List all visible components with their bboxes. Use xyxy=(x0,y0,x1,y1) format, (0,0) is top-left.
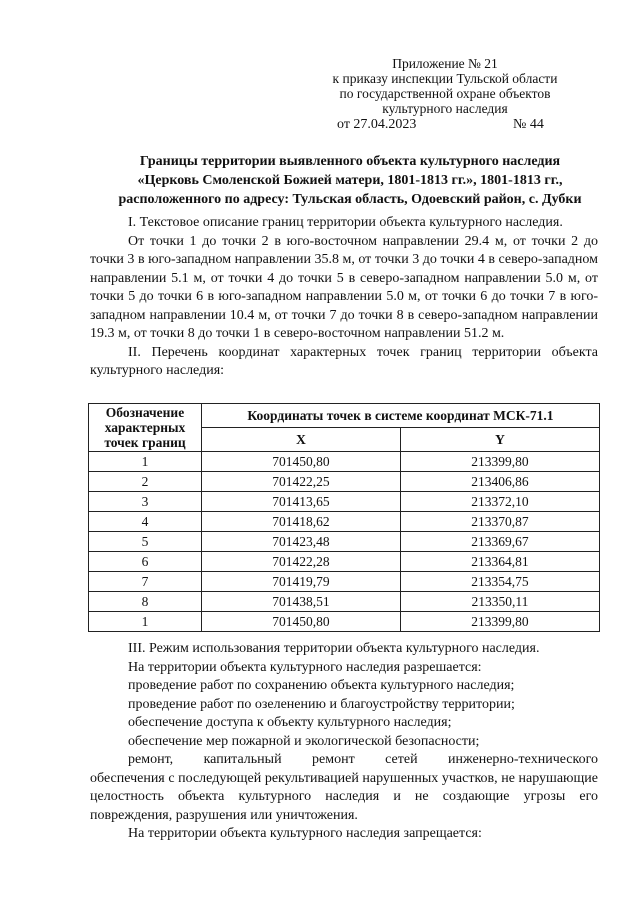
order-number: № 44 xyxy=(513,117,544,132)
cell-y: 213370,87 xyxy=(400,512,599,532)
section-3 xyxy=(90,640,598,844)
cell-y: 213350,11 xyxy=(400,592,599,612)
cell-x: 701450,80 xyxy=(202,612,401,632)
cell-y: 213364,81 xyxy=(400,552,599,572)
cell-point: 5 xyxy=(89,532,202,552)
table-row xyxy=(89,592,600,612)
allowed-intro: На территории объекта культурного наследия разрешается: xyxy=(128,659,482,675)
cell-y: 213399,80 xyxy=(400,612,599,632)
x-column-header: X xyxy=(202,428,401,452)
cell-point: 7 xyxy=(89,572,202,592)
allowed-item: обеспечение доступа к объекту культурного наследия; xyxy=(128,715,452,730)
allowed-item: проведение работ по сохранению объекта культурного наследия; xyxy=(128,678,515,693)
section1-text: От точки 1 до точки 2 в юго-восточном направлении 29.4 м, от точки 2 до точки 3 в юго-западном направлении 35.8 м, от точки 3 до точки 4 в северо-западном направлении 5.1 м, от точки 4 до точки 5 в северо-западном направлении 5.0 м, от точки 5 до точки 6 в юго-западном направлении 5.0 м, от точки 6 до точки 7 в юго-западном направлении 10.4 м, от точки 7 до точки 8 в северо-западном направлении 19.3 м, от точки 8 до точки 1 в северо-восточном направлении 51.2 м. xyxy=(90,233,598,341)
title-line: «Церковь Смоленской Божией матери, 1801-1813 гг.», 1801-1813 гг., xyxy=(137,173,563,188)
cell-point: 3 xyxy=(89,492,202,512)
annex-block xyxy=(300,56,590,116)
section3-heading: III. Режим использования территории объекта культурного наследия. xyxy=(128,641,540,656)
table-row xyxy=(89,492,600,512)
table-row xyxy=(89,512,600,532)
cell-point: 1 xyxy=(89,612,202,632)
cell-x: 701438,51 xyxy=(202,592,401,612)
y-column-header: Y xyxy=(400,428,599,452)
cell-x: 701450,80 xyxy=(202,452,401,472)
table-row xyxy=(89,452,600,472)
annex-line: по государственной охране объектов xyxy=(339,86,551,101)
annex-line: к приказу инспекции Тульской области xyxy=(332,71,558,86)
cell-point: 2 xyxy=(89,472,202,492)
section1-heading: I. Текстовое описание границ территории объекта культурного наследия. xyxy=(128,215,563,230)
forbidden-intro: На территории объекта культурного наследия запрещается: xyxy=(128,826,482,841)
cell-x: 701413,65 xyxy=(202,492,401,512)
cell-x: 701419,79 xyxy=(202,572,401,592)
table-row xyxy=(89,612,600,632)
section2-heading: II. Перечень координат характерных точек границ территории объекта культурного наследия: xyxy=(90,344,598,378)
cell-y: 213369,67 xyxy=(400,532,599,552)
title-line: Границы территории выявленного объекта культурного наследия xyxy=(139,154,561,169)
repair-line: ремонт, капитальный ремонт сетей инженерно-технического xyxy=(128,752,598,767)
cell-x: 701422,28 xyxy=(202,552,401,572)
coordinates-group-header: Координаты точек в системе координат МСК-71.1 xyxy=(202,404,600,428)
table-row xyxy=(89,572,600,592)
cell-point: 6 xyxy=(89,552,202,572)
points-column-header: Обозначение характерных точек границ xyxy=(89,404,202,452)
annex-line: Приложение № 21 xyxy=(392,56,498,71)
coordinates-table xyxy=(88,403,600,632)
cell-y: 213399,80 xyxy=(400,452,599,472)
title-line: расположенного по адресу: Тульская область, Одоевский район, с. Дубки xyxy=(118,192,582,207)
cell-x: 701423,48 xyxy=(202,532,401,552)
order-date: от 27.04.2023 xyxy=(337,117,417,132)
document-title xyxy=(80,152,620,209)
table-row xyxy=(89,532,600,552)
allowed-item: обеспечение мер пожарной и экологической безопасности; xyxy=(128,733,480,749)
allowed-item: проведение работ по озеленению и благоустройству территории; xyxy=(128,696,515,712)
table-row xyxy=(89,472,600,492)
repair-text: обеспечения с последующей рекультивацией нарушенных участков, не нарушающие целостность объекта культурного наследия и не создающие угрозы его повреждения, разрушения или уничтожения. xyxy=(90,770,598,823)
cell-x: 701422,25 xyxy=(202,472,401,492)
table-row xyxy=(89,552,600,572)
cell-y: 213354,75 xyxy=(400,572,599,592)
cell-point: 1 xyxy=(89,452,202,472)
cell-x: 701418,62 xyxy=(202,512,401,532)
annex-line: культурного наследия xyxy=(382,101,508,116)
cell-y: 213406,86 xyxy=(400,472,599,492)
sections-1-2 xyxy=(90,214,598,381)
cell-point: 4 xyxy=(89,512,202,532)
cell-y: 213372,10 xyxy=(400,492,599,512)
cell-point: 8 xyxy=(89,592,202,612)
